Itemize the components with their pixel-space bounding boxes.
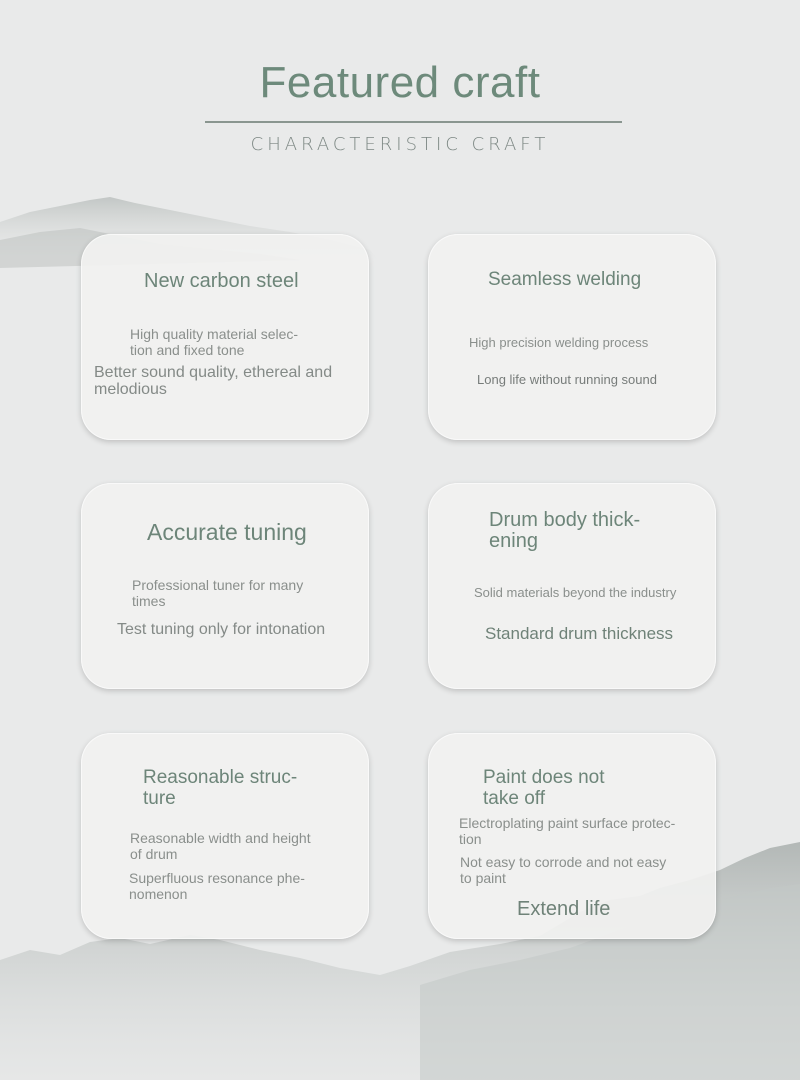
feature-card-reasonable-structure [81,733,369,939]
card-text: Reasonable width and height of drum [130,830,311,862]
card-heading: Drum body thick- ening [489,509,641,552]
page-title: Featured craft [259,58,541,107]
feature-card-accurate-tuning [81,483,369,689]
card-text: Solid materials beyond the industry [474,585,677,600]
card-heading: Reasonable struc- ture [143,767,298,809]
card-text: Not easy to corrode and not easy to paint [460,854,667,886]
card-heading: New carbon steel [144,270,299,292]
card-text: Superfluous resonance phe- nomenon [129,870,305,902]
card-text: Professional tuner for many times [132,577,304,609]
card-text: Electroplating paint surface protec- tion [459,815,676,847]
card-text: Extend life [517,898,611,920]
card-heading: Seamless welding [488,269,642,290]
feature-card-seamless-welding [428,234,716,440]
feature-card-carbon-steel [81,234,369,440]
card-heading: Paint does not take off [483,767,605,809]
title-divider [205,121,622,123]
card-text: High precision welding process [469,335,649,350]
feature-card-paint [428,733,716,939]
card-text: Standard drum thickness [485,624,674,643]
page-subtitle: CHARACTERISTIC CRAFT [250,134,550,155]
card-text: Long life without running sound [477,372,657,387]
card-heading: Accurate tuning [147,519,307,545]
card-text: High quality material selec- tion and fixed tone [130,326,299,358]
feature-card-drum-body [428,483,716,689]
card-text: Test tuning only for intonation [117,621,326,638]
card-text: Better sound quality, ethereal and melodious [94,364,333,398]
